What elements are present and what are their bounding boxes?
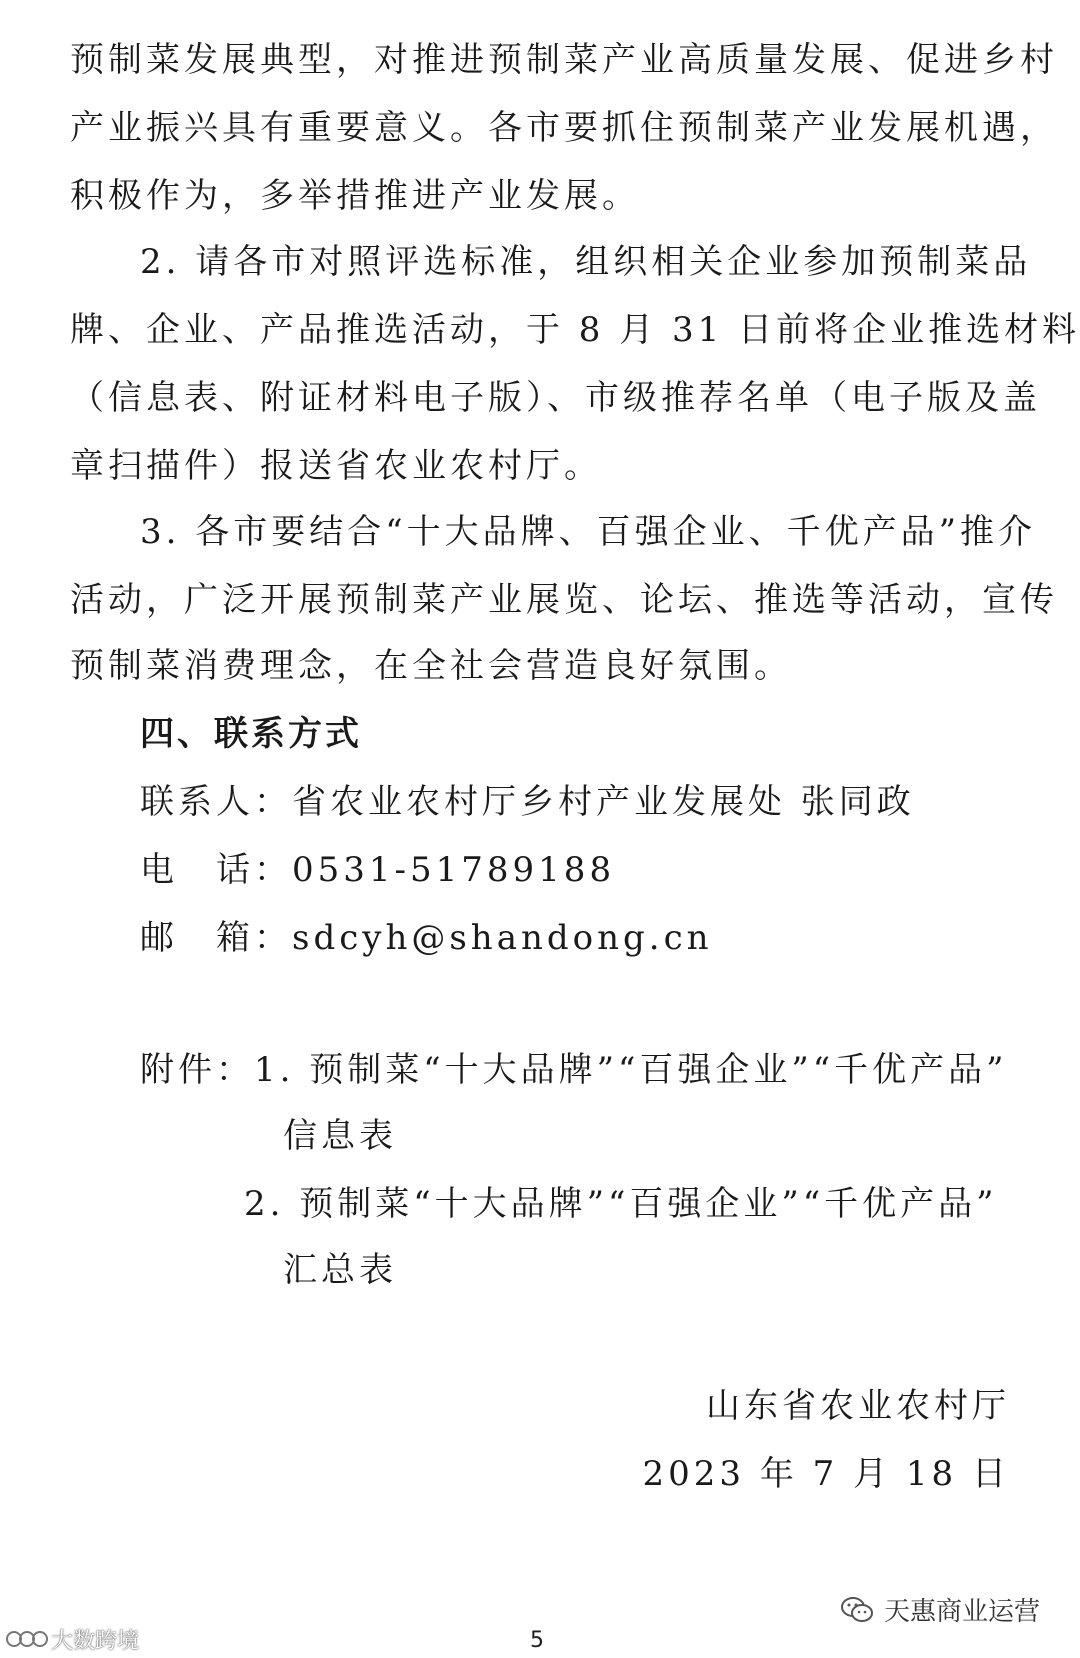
wechat-icon xyxy=(840,1596,874,1624)
contact-email: 邮 箱：sdcyh@shandong.cn xyxy=(140,918,713,958)
watermark-text: 大数跨境 xyxy=(51,1628,140,1654)
body-line: 2. 请各市对照评选标准，组织相关企业参加预制菜品 xyxy=(140,242,1032,282)
body-line: 3. 各市要结合“十大品牌、百强企业、千优产品”推介 xyxy=(140,512,1037,552)
body-line: 章扫描件）报送省农业农村厅。 xyxy=(70,446,602,486)
attachment-2-line1: 2. 预制菜“十大品牌”“百强企业”“千优产品” xyxy=(244,1184,998,1224)
contact-person: 联系人：省农业农村厅乡村产业发展处 张同政 xyxy=(140,782,915,822)
page-number: 5 xyxy=(530,1628,544,1653)
wechat-watermark xyxy=(840,1591,1040,1628)
contact-phone: 电 话：0531-51789188 xyxy=(140,850,616,890)
body-line: 牌、企业、产品推选活动，于 8 月 31 日前将企业推选材料 xyxy=(70,310,1080,350)
body-line: 预制菜发展典型，对推进预制菜产业高质量发展、促进乡村 xyxy=(70,40,1058,80)
attachment-1-line1: 附件：1. 预制菜“十大品牌”“百强企业”“千优产品” xyxy=(140,1050,1008,1090)
source-watermark xyxy=(6,1624,139,1654)
wechat-account-name: 天惠商业运营 xyxy=(883,1597,1040,1627)
attachment-2-line2: 汇总表 xyxy=(283,1250,397,1290)
signature-org: 山东省农业农村厅 xyxy=(706,1386,1010,1426)
body-line: 产业振兴具有重要意义。各市要抓住预制菜产业发展机遇， xyxy=(70,108,1058,148)
body-line: （信息表、附证材料电子版）、市级推荐名单（电子版及盖 xyxy=(70,378,1041,418)
watermark-logo-icon xyxy=(6,1631,45,1647)
attachment-1-line2: 信息表 xyxy=(283,1116,397,1156)
signature-date: 2023 年 7 月 18 日 xyxy=(642,1454,1010,1494)
body-line: 活动，广泛开展预制菜产业展览、论坛、推选等活动，宣传 xyxy=(70,580,1058,620)
section-heading: 四、联系方式 xyxy=(140,714,362,754)
body-line: 预制菜消费理念，在全社会营造良好氛围。 xyxy=(70,646,792,686)
body-line: 积极作为，多举措推进产业发展。 xyxy=(70,176,640,216)
